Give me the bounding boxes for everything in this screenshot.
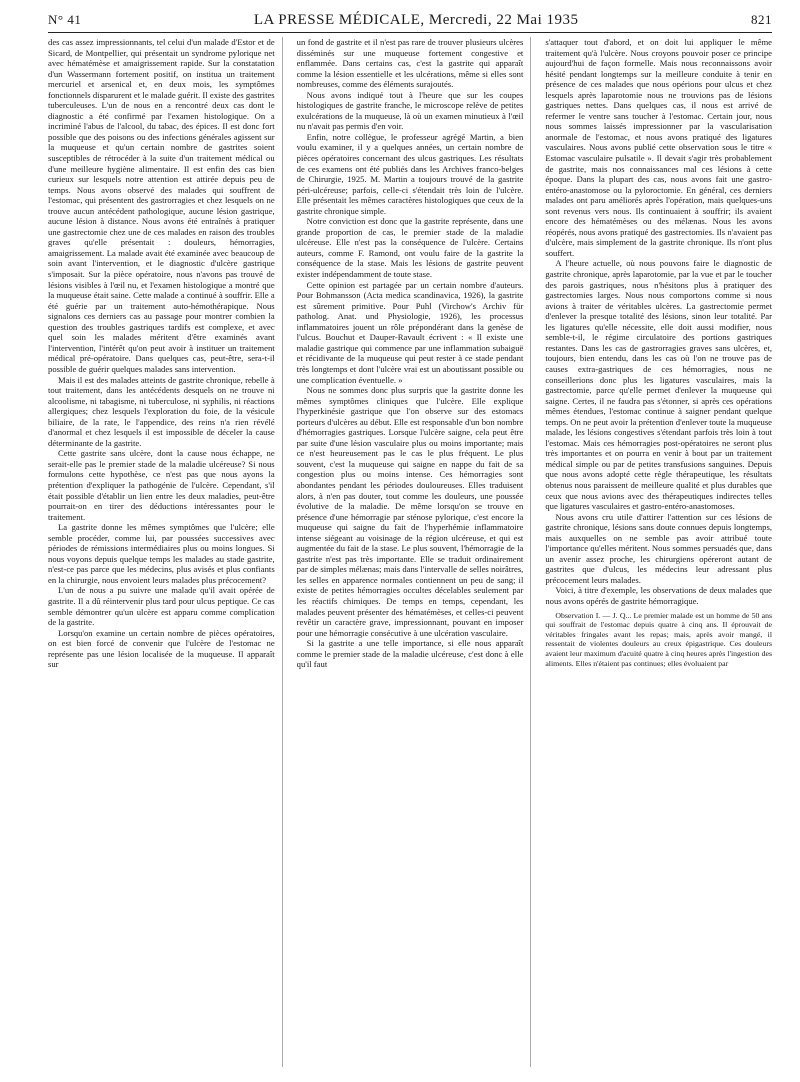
paragraph: Mais il est des malades atteints de gastrite chronique, rebelle à tout traitement, dans les antécédents desquels on ne trouve ni alcoolisme, ni tabagisme, ni tuberculose, ni syphilis, ni réactions allergiques; chez lesquels l'exploration du foie, de la vésicule biliaire, de la rate, le l'appendice, des reins n'a rien révélé d'anormal et chez lesquels il est impossible de déceler la cause déterminante de la gastrite. [48, 374, 275, 448]
paragraph: Notre conviction est donc que la gastrite représente, dans une grande proportion de cas, le premier stade de la maladie ulcéreuse. Elle n'est pas la conséquence de l'ulcère. Certains auteurs, comme F. Ramond, ont voulu faire de la gastrite la conséquence de la stase. Mais les lésions de gastrite peuvent exister indépendamment de toute stase. [296, 216, 524, 280]
paragraph: Voici, à titre d'exemple, les observations de deux malades que nous avons opérés de gastrite hémorragique. [545, 585, 772, 606]
paragraph: La gastrite donne les mêmes symptômes que l'ulcère; elle semble procéder, comme lui, par poussées successives avec périodes de rémissions intermédiaires plus ou moins longues. Si nous voyons depuis quelque temps les malades au stade gastrite, n'est-ce pas parce que les médecins, plus avisés et plus confiants en la chirurgie, nous envoient leurs malades plus précocement? [48, 522, 275, 585]
paragraph: s'attaquer tout d'abord, et on doit lui appliquer le même traitement qu'à l'ulcère. Nous croyons pouvoir poser ce principe aujourd'hui de façon formelle. Mais nous reconnaissons avoir hésité pendant longtemps sur la meilleure conduite à tenir en présence de ces malades que nous opérions pour ulcus et chez lesquels après laparotomie nous ne trouvions pas de lésions gastriques nettes. Dans quelques cas, il nous est arrivé de refermer le ventre sans toucher à l'estomac. Certain jour, nous nous sommes laissés impressionner par la vascularisation anormale de l'estomac, et nous avons pratiqué des ligatures vasculaires. Nous avons publié cette observation sous le titre « Estomac vasculaire pulsatile ». Il devait s'agir très probablement de gastrite, mais nos connaissances mal ces lésions à cette époque. Dans la plupart des cas, nous avons fait une gastro-entéro-anastomose ou la pyloroctomie. En général, ces derniers malades ont paru améliorés après l'opération, mais quelques-uns sont revenus vers nous. Ils continuaient à souffrir; ils avaient encore des hématémèses ou des mélænas. Nous les avons réopérés, nous avons pratiqué des gastrectomies. Ils n'avaient pas d'ulcère, mais simplement de la gastrite chronique. Ils n'ont plus souffert. [545, 37, 772, 258]
paragraph: Nous avons cru utile d'attirer l'attention sur ces lésions de gastrite chronique, lésions sans doute connues depuis longtemps, mais auxquelles on ne semble pas avoir attribué toute l'importance qu'elles méritent. Nous sommes persuadés que, dans un avenir assez proche, les chirurgiens opéreront autant de gastrites que d'ulcus, les médecins leur adressant plus précocement leurs malades. [545, 511, 772, 585]
paragraph: Lorsqu'on examine un certain nombre de pièces opératoires, on est bien forcé de convenir que l'ulcère de l'estomac ne représente pas une lésion localisée de la muqueuse. Il apparaît sur [48, 627, 275, 670]
column-1 [48, 37, 283, 1067]
paragraph: L'un de nous a pu suivre une malade qu'il avait opérée de gastrite. Il a dû réintervenir plus tard pour ulcus peptique. Ce cas semble démontrer qu'un ulcère est apparu comme complication de la gastrite. [48, 585, 275, 628]
paragraph: Cette opinion est partagée par un certain nombre d'auteurs. Pour Bohmansson (Acta medica scandinavica, 1926), la gastrite est sûrement primitive. Pour Puhl (Virchow's Archiv für patholog. Anat. und Physiologie, 1926), les processus inflammatoires jouent un rôle prépondérant dans la genèse de l'ulcus. Bouchut et Dauper-Ravault écrivent : « Il existe une maladie gastrique qui commence par une inflammation subaiguë et récidivante de la muqueuse qui peut rester à ce stade pendant très longtemps et dont l'ulcère vrai est un aboutissant possible ou une complication éventuelle. » [296, 279, 524, 385]
issue-number: N° 41 [48, 12, 82, 27]
paragraph: des cas assez impressionnants, tel celui d'un malade d'Estor et de Sicard, de Montpellier, qui présentait un syndrome pylorique net avec hématémèse et amaigrissement rapide. Sur la constatation d'un Wassermann fortement positif, on institua un traitement mercuriel et arsenical et, en deux mois, les symptômes fonctionnels disparurent et le malade guérit. Il existe des gastrites tuberculeuses. L'un de nous en a rencontré deux cas dont le diagnostic a été confirmé par l'examen histologique. On a incriminé l'abus de l'alcool, du tabac, des épices. Il est donc fort possible que des poisons ou des infections générales agissent sur la muqueuse et qu'un certain nombre de gastrites soient susceptibles de rétrocéder à la suite d'un traitement médical ou d'une meilleure hygiène alimentaire. Il est enfin des cas bien curieux sur lesquels notre attention est attirée depuis peu de temps. Nous avons observé des malades qui souffrent de l'estomac, qui présentent des gastrorragies et chez lesquels on ne trouve aucun antécédent pathologique, aucune lésion gastrique, aucune lésion à distance. Nous avons été entraînés à pratiquer une gastrectomie chez une de ces malades en raison des troubles graves qu'elle présentait : douleurs, hémorragies, amaigrissement. La malade avait été examinée avec beaucoup de soin avant l'intervention, et le diagnostic d'ulcère gastrique s'imposait. Sur la pièce opératoire, nous n'avons pas trouvé de lésions visibles à l'œil nu, et l'examen histologique a montré que la muqueuse était saine. Cette malade a continué à souffrir. Elle a été guérie par un traitement auto-hémothérapique. Nous signalons ces derniers cas au passage pour montrer combien la question des troubles gastriques tardifs est complexe, et avec quel soin les malades méritent d'être examinés avant l'intervention, l'intérêt qu'on peut avoir à instituer un traitement médical pré-opératoire. Dans quelques cas, peut-être, sera-t-il possible de guérir quelques malades sans intervention. [48, 37, 275, 374]
paragraph: un fond de gastrite et il n'est pas rare de trouver plusieurs ulcères disséminés sur une muqueuse fortement congestive et enflammée. Dans certains cas, c'est la gastrite qui apparaît comme la lésion essentielle et les ulcérations, même si elles sont nombreuses, comme des éléments surajoutés. [296, 37, 524, 90]
page-number: 821 [751, 12, 772, 27]
page-header [48, 12, 772, 33]
paragraph: Si la gastrite a une telle importance, si elle nous apparaît comme le premier stade de la maladie ulcéreuse, c'est donc à elle qu'il faut [296, 638, 524, 670]
paragraph: Enfin, notre collègue, le professeur agrégé Martin, a bien voulu examiner, il y a quelques années, un certain nombre de pièces opératoires concernant des ulcus gastriques. Les résultats de ces examens ont été publiés dans les Archives franco-belges de Chirurgie, 1925. M. Martin a toujours trouvé de la gastrite péri-ulcéreuse; parfois, celle-ci s'étendait très loin de l'ulcère. Elle présentait les mêmes caractères histologiques que ceux de la gastrite chronique simple. [296, 131, 524, 216]
paragraph: A l'heure actuelle, où nous pouvons faire le diagnostic de gastrite chronique, après laparotomie, par la vue et par le toucher des parois gastriques, nous n'hésitons plus à pratiquer des gastrectomies larges. Nous nous comportons comme si nous avions à traiter de véritables ulcères. La gastrectomie permet d'enlever la presque totalité des lésions, sinon leur totalité. Par les ligatures qu'elle nécessite, elle doit aussi modifier, nous semble-t-il, le régime circulatoire des portions gastriques restantes. Dans les cas de gastrorragies graves sans ulcères, et, toujours, bien entendu, dans les cas où l'on ne trouve pas de causes extra-gastriques de ces hémorragies, nous ne conseillerions donc plus les ligatures vasculaires, mais la gastrectomie, parce qu'elle permet d'enlever la muqueuse qui saigne. Certes, il ne faudra pas s'étonner, si après ces opérations mêmes étendues, l'estomac continue à saigner pendant quelque temps. On ne peut avoir la prétention d'enlever toute la muqueuse malade, les lésions congestives s'étendant parfois très loin à tout l'estomac. Mais ces hémorragies post-opératoires ne seront plus très importantes et on pourra en venir à bout par un traitement médical simple ou par de petites transfusions sanguines. Depuis que nous avons adopté cette règle thérapeutique, les résultats obtenus nous paraissent de meilleure qualité et plus durables que ceux que nous avions avec des thérapeutiques indirectes telles que ligatures vasculaires et gastro-entéro-anastomoses. [545, 258, 772, 512]
paragraph: Observation I. — J. Q... Le premier malade est un homme de 50 ans qui souffrait de l'estomac depuis quatre à cinq ans. Il éprouvait de véritables fringales avant les repas; mais, après avoir mangé, il ressentait de violentes douleurs au creux épigastrique. Ces douleurs avaient leur maximum d'acuité quatre à cinq heures après l'ingestion des aliments. Elles n'étaient pas continues; elles évoluaient par [545, 610, 772, 668]
journal-title: LA PRESSE MÉDICALE, Mercredi, 22 Mai 1935 [253, 12, 579, 28]
text-columns [48, 37, 772, 1067]
column-3 [545, 37, 772, 1067]
paragraph: Nous ne sommes donc plus surpris que la gastrite donne les mêmes symptômes cliniques que l'ulcère. Elle explique l'hyperkinésie gastrique que l'on observe sur des estomacs porteurs d'ulcères au début. Elle est responsable d'un bon nombre d'hémorragies gastriques. Lorsque l'ulcère saigne, cela peut être par suite d'une lésion vasculaire plus ou moins importante; mais ce n'est heureusement pas le cas le plus fréquent. Le plus souvent, c'est la muqueuse qui saigne en nappe du fait de sa congestion plus ou moins intense. Ces hémorragies sont abondantes pendant les périodes douloureuses. Elles traduisent alors, à n'en pas douter, tout comme les douleurs, une poussée évolutive de la maladie. De même lorsqu'on se trouve en présence d'une hémorragie par sténose pylorique, c'est encore la muqueuse qui saigne du fait de l'hyperhémie inflammatoire intense siégeant au voisinage de la région ulcéreuse, et qui est augmentée du fait de la stase. Le plus souvent, l'hémorragie de la gastrite n'est pas très importante. Elle se traduit ordinairement par de simples mélænas; mais dans l'intervalle de selles noirâtres, les selles en apparence normales contiennent un peu de sang; il existe de petites hémorragies occultes décelables seulement par les réactifs chimiques. De temps en temps, cependant, les malades peuvent présenter des hématémèses, et celles-ci peuvent revêtir un caractère grave, impressionnant, pouvant en imposer pour une hémorragie consécutive à une ulcération vasculaire. [296, 385, 524, 638]
paragraph: Nous avons indiqué tout à l'heure que sur les coupes histologiques de gastrite franche, le microscope relève de petites exulcérations de la muqueuse, là où un examen minutieux à l'œil nu n'avait pas permis d'en voir. [296, 89, 524, 132]
paragraph: Cette gastrite sans ulcère, dont la cause nous échappe, ne serait-elle pas le premier stade de la maladie ulcéreuse? Si nous formulons cette hypothèse, ce n'est pas que nous ayons la prétention d'expliquer la pathogénie de l'ulcère. Cependant, s'il était possible d'établir un lien entre les deux maladies, peut-être pourrait-on en tirer des déductions intéressantes pour le traitement. [48, 448, 275, 522]
column-2 [297, 37, 532, 1067]
